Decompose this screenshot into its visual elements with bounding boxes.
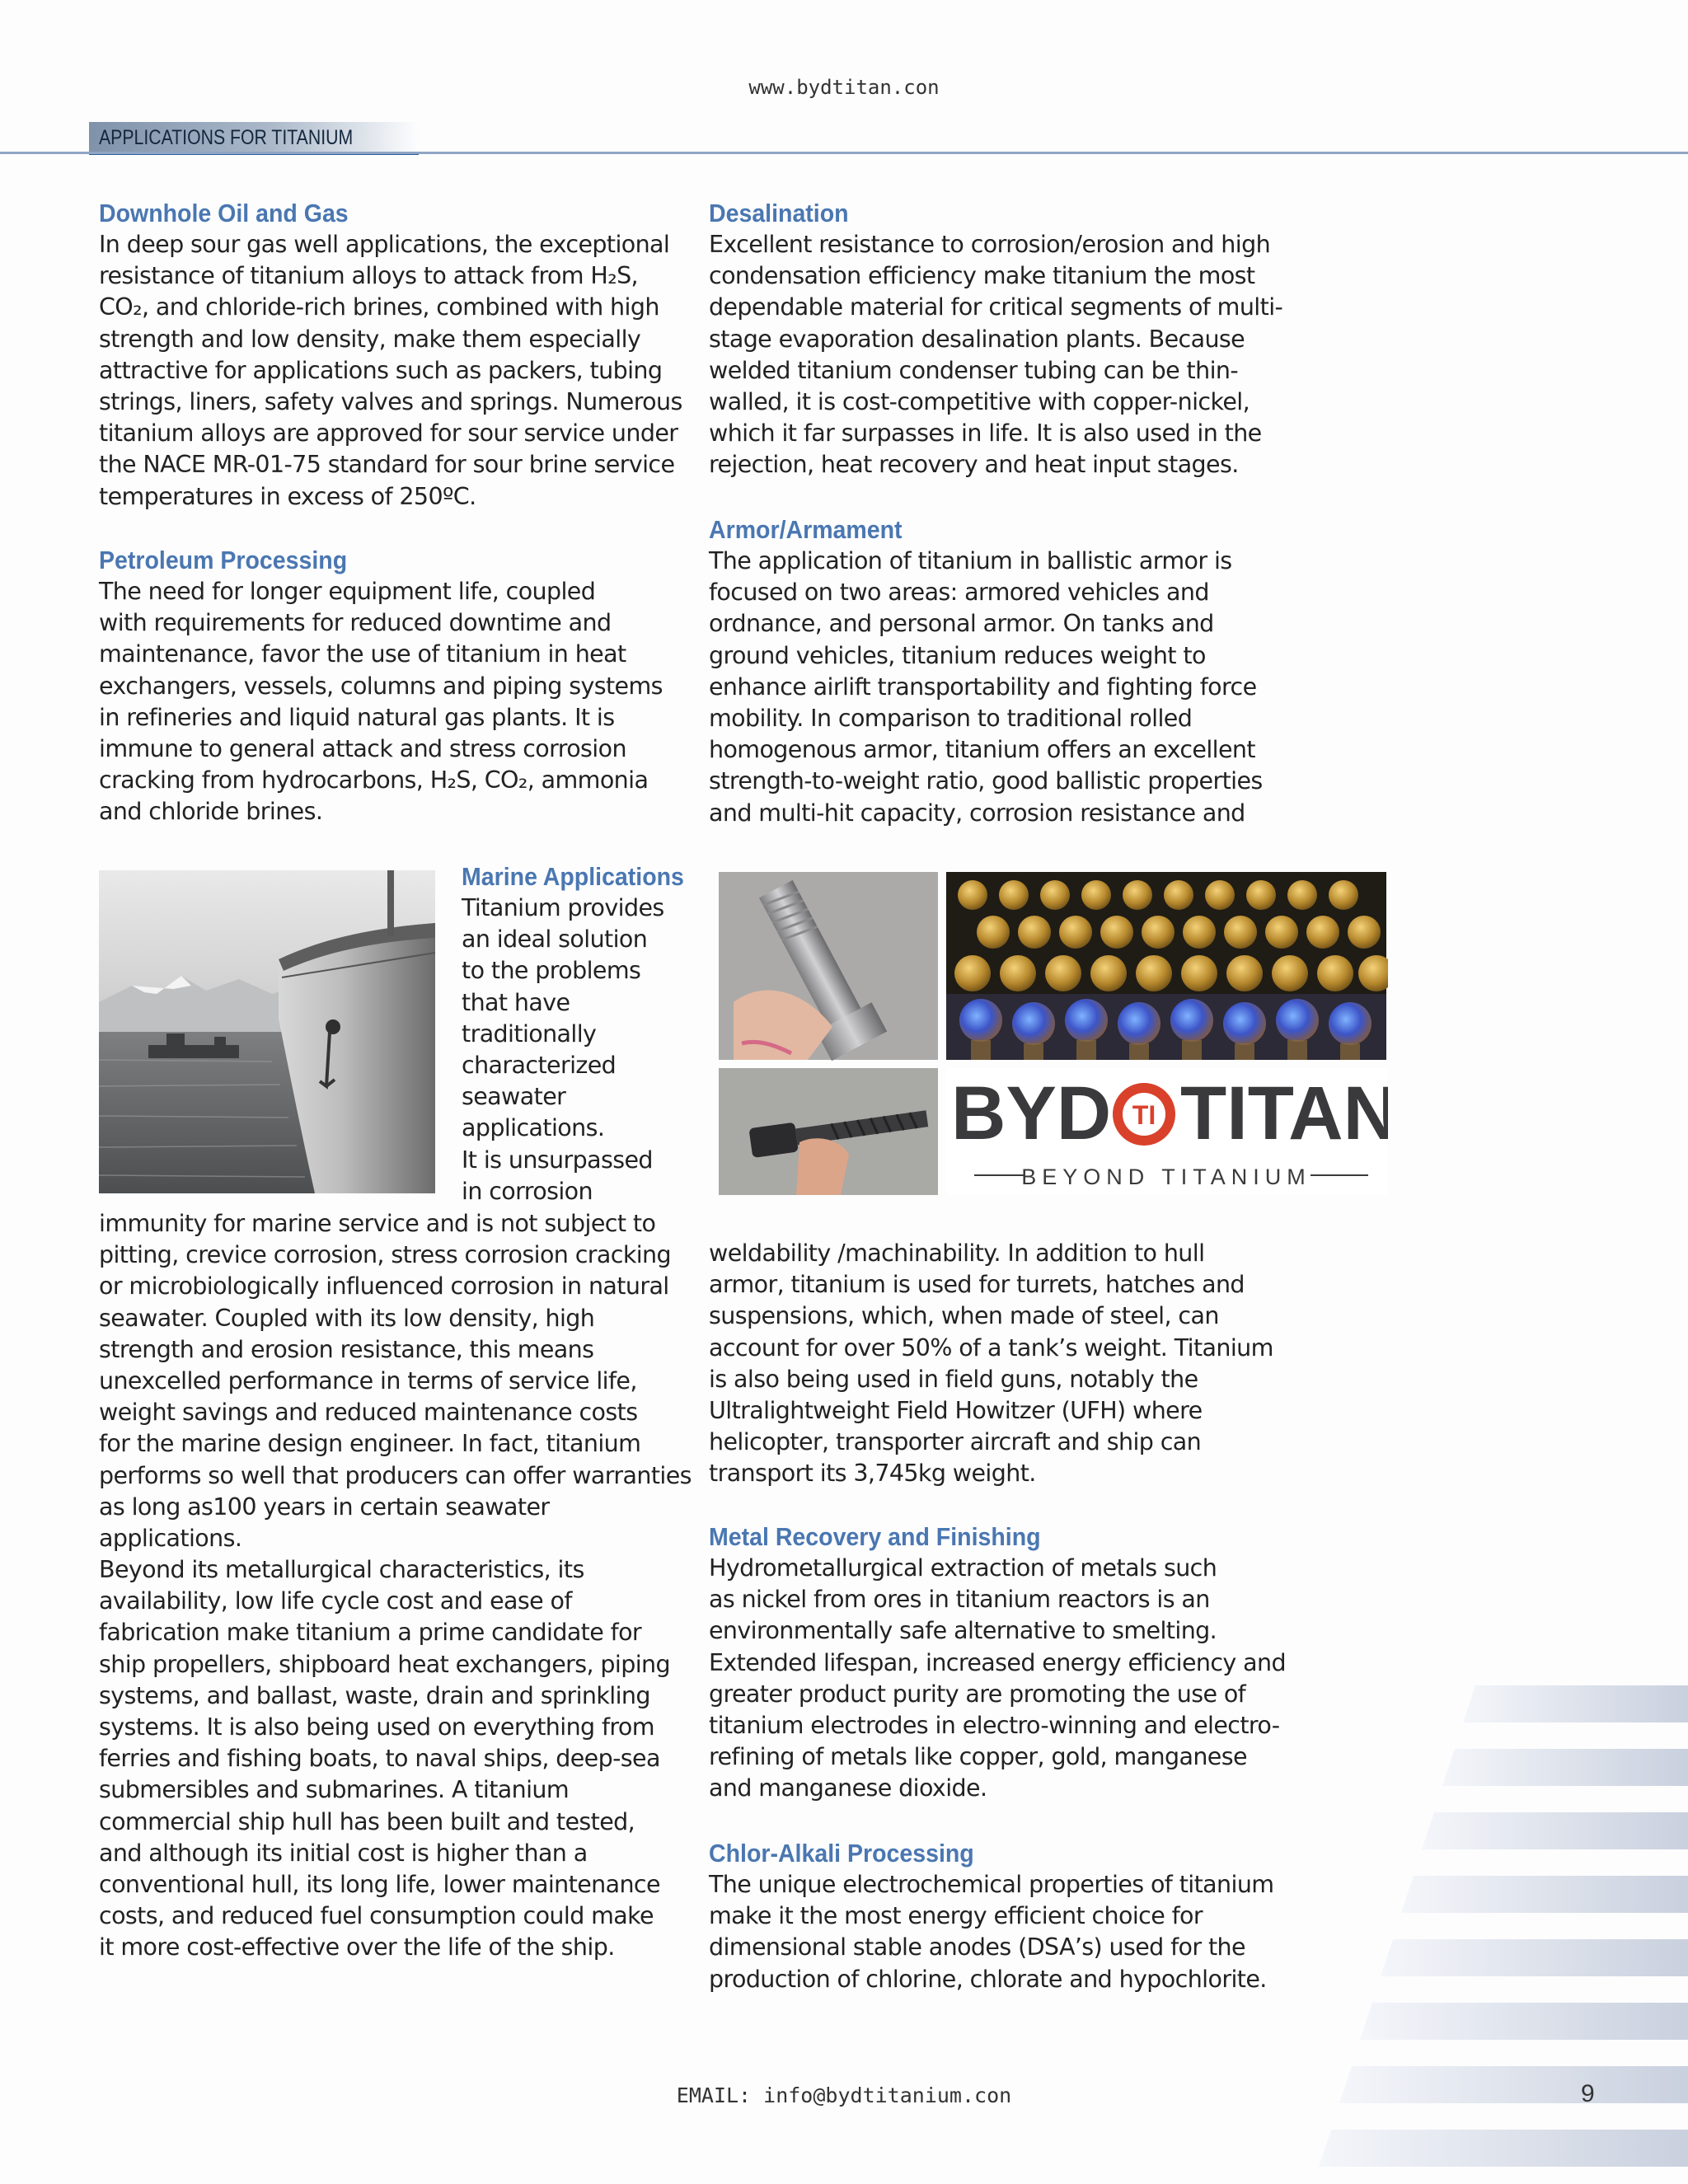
ship-photo <box>99 870 435 1193</box>
section-body: Beyond its metallurgical characteristics, its availability, low life cycle cost and ease of fabrication make titanium a prime candidate for ship propellers, shipboard heat exchangers, piping systems, and ballast, waste, drain and sprinkling systems. It is also being used on everything from ferries and fishing boats, to naval ships, deep-sea submersibles and submarines. A titanium commercial ship hull has been built and tested, and although its initial cost is higher than a conventional hull, its long life, lower maintenance costs, and reduced fuel consumption could make it more cost-effective over the life of the ship. <box>99 1556 670 1961</box>
section-title: Downhole Oil and Gas <box>99 199 349 227</box>
section-marine-full <box>99 1208 692 1554</box>
section-title: Desalination <box>709 199 849 227</box>
section-body: The need for longer equipment life, coupled with requirements for reduced downtime and maintenance, favor the use of titanium in heat exchangers, vessels, columns and piping systems in refineries and liquid natural gas plants. It is immune to general attack and stress corrosion cracking from hydrocarbons, H₂S, CO₂, ammonia and chloride brines. <box>99 578 663 826</box>
decorative-stripes <box>1302 1681 1688 2184</box>
section-body: weldability /machinability. In addition to hull armor, titanium is used for turrets, hatches and suspensions, which, when made of steel, can account for over 50% of a tank’s weight. Titanium is also being used in field guns, notably the Ultralightweight Field Howitzer (UFH) where helicopter, transporter aircraft and ship can transport its 3,745kg weight. <box>709 1240 1273 1488</box>
section-title: Chlor-Alkali Processing <box>709 1839 974 1868</box>
section-armor <box>709 514 1302 829</box>
section-marine-more <box>99 1554 692 1964</box>
logo-brand-right: TITAN <box>1180 1071 1388 1155</box>
logo-brand-left: BYD <box>951 1071 1112 1155</box>
section-armor-continued <box>709 1238 1302 1490</box>
section-petroleum <box>99 545 692 828</box>
logo-tagline: BEYOND TITANIUM <box>1021 1165 1311 1189</box>
footer-email: EMAIL: info@bydtitanium.con <box>676 2083 1012 2107</box>
section-marine-wrap <box>462 861 709 1207</box>
section-body: Excellent resistance to corrosion/erosion and high condensation efficiency make titanium the most dependable material for critical segments of multi- stage evaporation desalination plants. Because welded titanium condenser tubing can be thin- walled, it is cost-competitive with copper-nickel, which it far surpasses in life. It is also used in the rejection, heat recovery and heat input stages. <box>709 231 1283 479</box>
section-body: In deep sour gas well applications, the exceptional resistance of titanium alloys to attack from H₂S, CO₂, and chloride-rich brines, combined with high strength and low density, make them especially attractive for applications such as packers, tubing strings, liners, safety valves and springs. Numerous titanium alloys are approved for sour service under the NACE MR-01-75 standard for sour brine service temperatures in excess of 250ºC. <box>99 231 682 510</box>
section-label: APPLICATIONS FOR TITANIUM <box>99 126 354 149</box>
header-url: www.bydtitan.con <box>748 76 940 99</box>
section-title: Marine Applications <box>462 862 684 891</box>
section-title: Metal Recovery and Finishing <box>709 1522 1041 1551</box>
section-desalination <box>709 198 1302 481</box>
section-metal-recovery <box>709 1521 1302 1805</box>
ship-photo-svg <box>99 870 435 1193</box>
section-title: Armor/Armament <box>709 515 903 544</box>
product-collage-svg <box>717 870 1388 1197</box>
section-body: The unique electrochemical properties of titanium make it the most energy efficient choice for dimensional stable anodes (DSA’s) used for the production of chlorine, chlorate and hypochlorite. <box>709 1871 1274 1993</box>
section-title: Petroleum Processing <box>99 546 348 574</box>
section-body: immunity for marine service and is not subject to pitting, crevice corrosion, stress corrosion cracking or microbiologically influenced corrosion in natural seawater. Coupled with its low density, high strength and erosion resistance, this means unexcelled performance in terms of service life, weight savings and reduced maintenance costs for the marine design engineer. In fact, titanium performs so well that producers can offer warranties as long as100 years in certain seawater applications. <box>99 1210 692 1553</box>
section-body: Hydrometallurgical extraction of metals such as nickel from ores in titanium reactors is an environmentally safe alternative to smelting. Extended lifespan, increased energy efficiency and greater product purity are promoting the use of titanium electrodes in electro-winning and electro- refining of metals like copper, gold, manganese and manganese dioxide. <box>709 1554 1286 1802</box>
section-chlor-alkali <box>709 1838 1302 1995</box>
logo-brand-mark: TI <box>1132 1100 1156 1130</box>
product-collage <box>717 870 1388 1197</box>
section-body: The application of titanium in ballistic armor is focused on two areas: armored vehicles and ordnance, and personal armor. On tanks and ground vehicles, titanium reduces weight to enhance airlift transportability and fighting force mobility. In comparison to traditional rolled homogenous armor, titanium offers an excellent strength-to-weight ratio, good ballistic properties and multi-hit capacity, corrosion resistance and <box>709 547 1263 827</box>
page-number: 9 <box>1581 2080 1595 2107</box>
section-body-wrap: Titanium provides an ideal solution to the problems that have traditionally characterized seawater applications. It is unsurpassed in corrosion <box>462 894 664 1205</box>
section-downhole <box>99 198 692 513</box>
